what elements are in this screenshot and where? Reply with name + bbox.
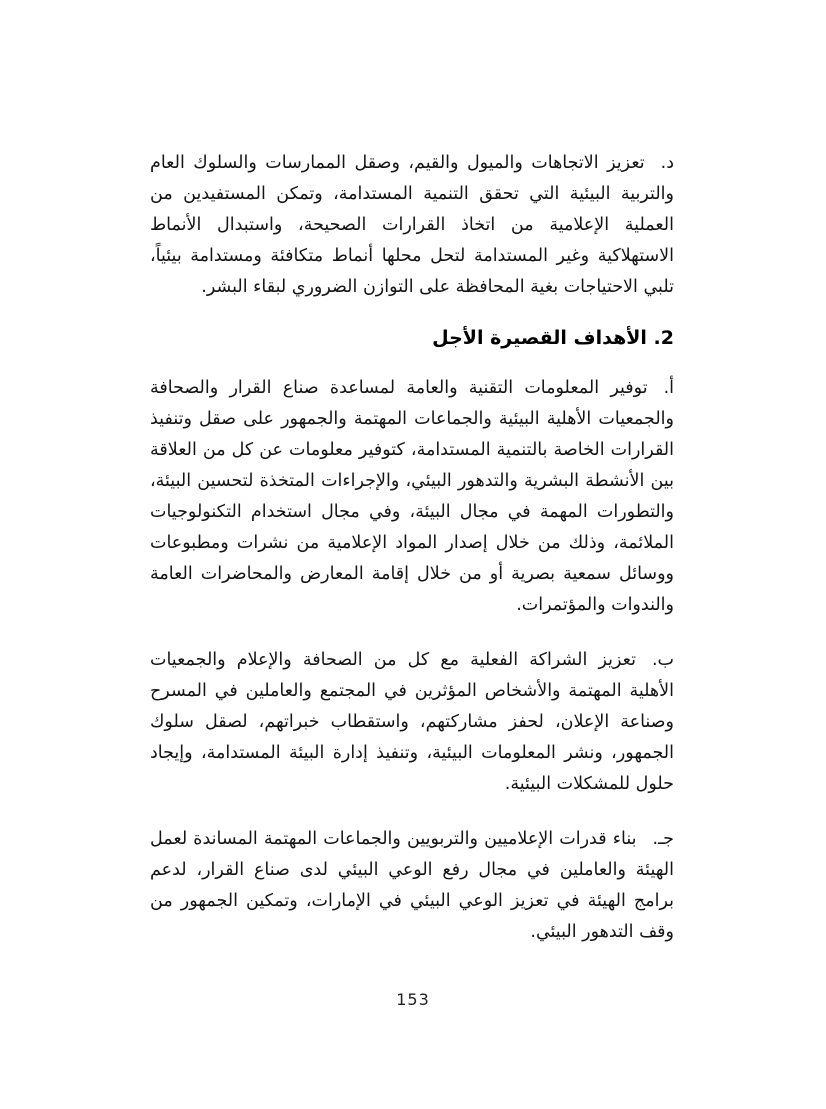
list-item-j bbox=[150, 824, 674, 948]
list-marker-j: جـ. bbox=[652, 829, 674, 849]
page-number: 153 bbox=[396, 990, 430, 1009]
page-content bbox=[150, 148, 674, 972]
section-heading: 2. الأهداف القصيرة الأجل bbox=[432, 327, 674, 349]
list-marker-b: ب. bbox=[651, 650, 674, 670]
paragraph-text: بناء قدرات الإعلاميين والتربويين والجماعات المهتمة المساندة لعمل الهيئة والعاملين في مجال رفع الوعي البيئي لدى صناع القرار، لدعم برامج الهيئة في تعزيز الوعي البيئي في الإمارات، وتمكين الجمهور من وقف التدهور البيئي. bbox=[150, 829, 674, 942]
paragraph-text: تعزيز الشراكة الفعلية مع كل من الصحافة والإعلام والجمعيات الأهلية المهتمة والأشخاص المؤثرين في المجتمع والعاملين في المسرح وصناعة الإعلان، لحفز مشاركتهم، واستقطاب خبراتهم، لصقل سلوك الجمهور، ونشر المعلومات البيئية، وتنفيذ إدارة البيئة المستدامة، وإيجاد حلول للمشكلات البيئية. bbox=[150, 650, 674, 794]
list-item-d bbox=[150, 148, 674, 303]
list-marker-d: د. bbox=[660, 153, 674, 173]
list-marker-a: أ. bbox=[663, 378, 674, 398]
paragraph-text: توفير المعلومات التقنية والعامة لمساعدة صناع القرار والصحافة والجمعيات الأهلية البيئية والجماعات المهتمة والجمهور على صقل وتنفيذ القرارات الخاصة بالتنمية المستدامة، كتوفير معلومات عن كل من العلاقة بين الأنشطة البشرية والتدهور البيئي، والإجراءات المتخذة لتحسين البيئة، والتطورات المهمة في مجال البيئة، وفي مجال استخدام التكنولوجيات الملائمة، وذلك من خلال إصدار المواد الإعلامية من نشرات ومطبوعات ووسائل سمعية بصرية أو من خلال إقامة المعارض والمحاضرات العامة والندوات والمؤتمرات. bbox=[150, 378, 674, 615]
paragraph-text: تعزيز الاتجاهات والميول والقيم، وصقل الممارسات والسلوك العام والتربية البيئية التي تحقق التنمية المستدامة، وتمكن المستفيدين من العملية الإعلامية من اتخاذ القرارات الصحيحة، واستبدال الأنماط الاستهلاكية وغير المستدامة لتحل محلها أنماط متكافئة ومستدامة بيئياً، تلبي الاحتياجات بغية المحافظة على التوازن الضروري لبقاء البشر. bbox=[150, 153, 674, 297]
list-item-a bbox=[150, 373, 674, 621]
list-item-b bbox=[150, 645, 674, 800]
